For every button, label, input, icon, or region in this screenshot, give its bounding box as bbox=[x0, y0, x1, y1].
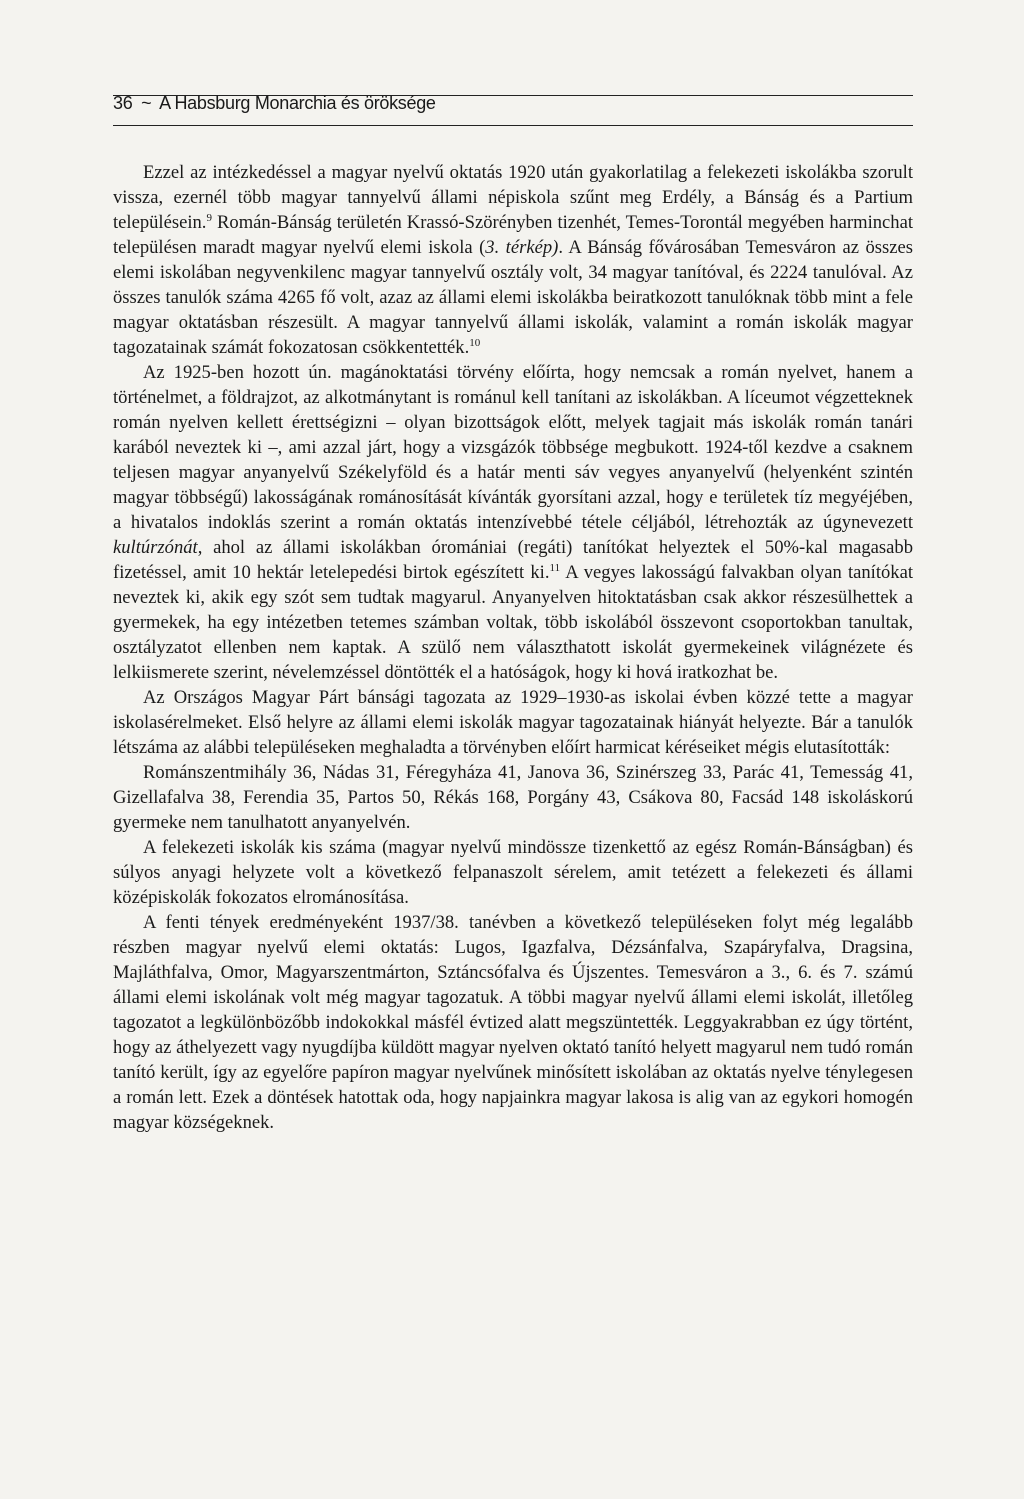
paragraph-2 bbox=[113, 360, 913, 685]
body-text bbox=[113, 160, 913, 1135]
paragraph-4: Románszentmihály 36, Nádas 31, Féregyháza 41, Janova 36, Szinérszeg 33, Parác 41, Temesság 41, Gizellafalva 38, Ferendia 35, Partos 50, Rékás 168, Porgány 43, Csákova 80, Facsád 148 iskoláskorú gyermeke nem tanulhatott anyanyelvén. bbox=[113, 762, 913, 833]
running-title: A Habsburg Monarchia és öröksége bbox=[159, 93, 436, 113]
paragraph-text: Ezzel az intézkedéssel a magyar nyelvű oktatás 1920 után gyakorlatilag a felekezeti iskolákba szorult vissza, ezernél több magyar tannyelvű állami népiskola szűnt meg Erdély, a Bánság és a Partium településein. bbox=[113, 162, 913, 233]
header-separator: ~ bbox=[141, 93, 152, 113]
paragraph-text: . A Bánság fővárosában Temesváron az összes elemi iskolában negyvenkilenc magyar tannyelvű osztály volt, 34 magyar tanítóval, és 2224 tanulóval. Az összes tanulók száma 4265 fő volt, azaz az állami elemi iskolákba beiratkozott tanulóknak több mint a fele magyar oktatásban részesült. A magyar tannyelvű állami iskolák, valamint a román iskolák magyar tagozatainak számát fokozatosan csökkentették. bbox=[113, 237, 913, 358]
paragraph-text: , ahol az állami iskolákban óromániai (regáti) tanítókat helyeztek el 50%-kal magasabb fizetéssel, amit 10 hektár letelepedési birtok egészített ki. bbox=[113, 537, 913, 583]
paragraph-text: Az 1925-ben hozott ún. magánoktatási törvény előírta, hogy nemcsak a román nyelvet, hanem a történelmet, a földrajzot, az alkotmánytant is románul kell tanítani az iskolákban. A líceumot végzetteknek román nyelven kellett érettségizni – olyan bizottságok előtt, melyek tagjait más iskolák román tanári karából neveztek ki –, ami azzal járt, hogy a vizsgázók többsége megbukott. 1924-től kezdve a csaknem teljesen magyar anyanyelvű Székelyföld és a határ menti sáv vegyes anyanyelvű (helyenként szintén magyar többségű) lakosságának románosítását kívánták gyorsítani azzal, hogy e területek tíz megyéjében, a hivatalos indoklás szerint a román oktatás intenzívebbé tétele céljából, létrehozták az úgynevezett bbox=[113, 362, 913, 533]
map-reference: 3. térkép) bbox=[485, 237, 559, 258]
paragraph-text: Román-Bánság területén Krassó-Szörényben tizenhét, Temes-Torontál megyében harminchat településen maradt magyar nyelvű elemi iskola ( bbox=[113, 212, 913, 258]
footnote-ref-11: 11 bbox=[549, 561, 561, 574]
paragraph-6: A fenti tények eredményeként 1937/38. tanévben a következő településeken folyt még legalább részben magyar nyelvű elemi oktatás: Lugos, Igazfalva, Dézsánfalva, Szapáryfalva, Dragsina, Majláthfalva, Omor, Magyarszentmárton, Sztáncsófalva és Újszentes. Temesváron a 3., 6. és 7. számú állami elemi iskolának volt még magyar tagozatuk. A többi magyar nyelvű állami elemi iskolát, illetőleg tagozatot a legkülönbözőbb indokokkal másfél évtized alatt megszüntették. Leggyakrabban ez úgy történt, hogy az áthelyezett vagy nyugdíjba küldött magyar nyelven oktató tanító helyett magyarul nem tudó román tanító került, így az egyelőre papíron magyar nyelvűnek minősített iskolában az oktatás nyelve ténylegesen a román lett. Ezek a döntések hatottak oda, hogy napjainkra magyar lakosa is alig van az egykori homogén magyar községeknek. bbox=[113, 912, 913, 1133]
header-rule-bottom bbox=[113, 125, 913, 126]
paragraph-3: Az Országos Magyar Párt bánsági tagozata az 1929–1930-as iskolai évben közzé tette a magyar iskolasérelmeket. Első helyre az állami elemi iskolák magyar tagozatainak hiányát helyezte. Bár a tanulók létszáma az alábbi településeken meghaladta a törvényben előírt harmicat kéréseiket mégis elutasították: bbox=[113, 687, 913, 758]
footnote-ref-10: 10 bbox=[469, 336, 481, 349]
paragraph-5: A felekezeti iskolák kis száma (magyar nyelvű mindössze tizenkettő az egész Román-Bánságban) és súlyos anyagi helyzete volt a következő felpanaszolt sérelem, amit tetézett a felekezeti és állami középiskolák fokozatos elrománosítása. bbox=[113, 837, 913, 908]
page-number: 36 bbox=[113, 93, 133, 113]
running-header bbox=[113, 93, 913, 118]
italic-term: kultúrzónát bbox=[113, 537, 198, 558]
paragraph-1 bbox=[113, 160, 913, 360]
footnote-ref-9: 9 bbox=[206, 211, 212, 224]
paragraph-text: A vegyes lakosságú falvakban olyan tanítókat neveztek ki, akik egy szót sem tudtak magyarul. Anyanyelven hitoktatásban csak akkor részesülhettek a gyermekek, ha egy intézetben tetemes számban voltak, több iskolából összevont csoportokban tanultak, osztályzatot ellenben nem kaptak. A szülő nem választhatott iskolát gyermekeinek világnézete és lelkiismerete szerint, névelemzéssel döntötték el a hatóságok, hogy ki hová iratkozhat be. bbox=[113, 562, 914, 683]
